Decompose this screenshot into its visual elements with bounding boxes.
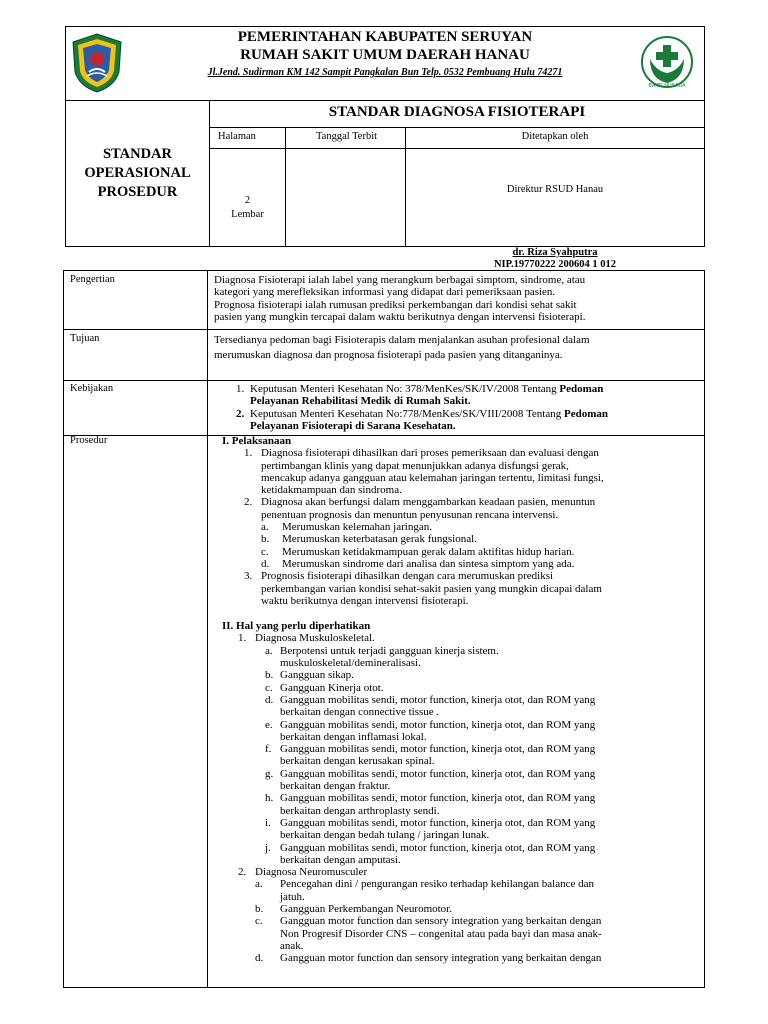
sub-item-text	[280, 878, 697, 903]
text-line: berkaitan dengan kerusakan spinal.	[280, 755, 435, 768]
sub-item-letter: d.	[255, 952, 264, 965]
sub-item-text	[280, 669, 697, 681]
tujuan-text	[214, 333, 697, 362]
text-line: berkaitan dengan amputasi.	[280, 853, 401, 866]
text-line: penentuan prognosis dan menuntun penyusunan rencana intervensi.	[261, 508, 559, 521]
sub-item	[265, 669, 697, 681]
text-line: berkaitan dengan arthroplasty sendi.	[280, 804, 440, 817]
label-column	[64, 271, 208, 987]
sub-item-letter: a.	[255, 878, 263, 891]
text-line: jatuh.	[280, 890, 305, 903]
procedure-sublist	[261, 521, 697, 570]
sub-item-text	[280, 719, 697, 744]
sub-item-letter: d.	[265, 693, 274, 706]
sub-item	[265, 682, 697, 694]
sub-item	[265, 817, 697, 842]
tujuan-line: merumuskan diagnosa dan prognosa fisioterapi pada pasien yang ditanganinya.	[214, 348, 563, 361]
diagnosis-group-title: Diagnosa Neuromusculer	[255, 866, 368, 879]
tanggal-terbit-cell	[286, 128, 406, 246]
sub-item-letter: i.	[265, 816, 271, 829]
sub-item	[255, 903, 697, 915]
sop-label-line-2: OPERASIONAL	[84, 164, 191, 181]
text-line: muskuloskeletal/demineralisasi.	[280, 657, 421, 670]
policy-title-bold: Pelayanan Rehabilitasi Medik di Rumah Sakit.	[250, 395, 471, 408]
procedure-item: 1. Diagnosa fisioterapi dihasilkan dari proses pemeriksaan dan evaluasi dengan pertimbangan klinis yang dapat menunjukkan adanya disfungsi gerak, mencakup adanya gangguan atau kelemahan jaringan tertentu, limitasi fungsi, ketidakmampuan dan sindroma.	[244, 447, 604, 497]
text-line: Gangguan mobilitas sendi, motor function, kinerja otot, dan ROM yang	[280, 792, 596, 805]
sub-item	[265, 645, 697, 670]
sub-item	[265, 694, 697, 719]
pengertian-line: Prognosa fisioterapi ialah rumusan prediksi perkembangan dari kondisi sehat sakit	[214, 298, 577, 311]
sub-item-text	[280, 694, 697, 719]
text-line: Berpotensi untuk terjadi gangguan kinerja sistem.	[280, 644, 499, 657]
neuromuscular-list	[255, 878, 697, 964]
pengertian-line: pasien yang mungkin tercapai dalam waktu berikutnya dengan intervensi fisioterapi.	[214, 310, 586, 323]
sub-item	[265, 792, 697, 817]
sub-item-text	[280, 743, 697, 768]
sub-item	[255, 915, 697, 952]
sub-item-letter: b.	[265, 669, 274, 682]
sub-item-text	[280, 952, 697, 964]
svg-text:BAKTI HUSADA: BAKTI HUSADA	[648, 83, 686, 89]
document-title: STANDAR DIAGNOSA FISIOTERAPI	[210, 100, 704, 128]
sub-item	[265, 743, 697, 768]
tujuan-label: Tujuan	[70, 333, 100, 344]
sub-item-letter: a.	[265, 644, 273, 657]
text-line: berkaitan dengan bedah tulang / jaringan lunak.	[280, 829, 490, 842]
policy-title-bold: Pelayanan Fisioterapi di Sarana Kesehatan.	[250, 419, 456, 432]
sub-item-text	[280, 842, 697, 867]
sub-item-text	[280, 645, 697, 670]
text-line: ketidakmampuan dan sindroma.	[261, 484, 402, 497]
text-line: perkembangan varian kondisi sehat-sakit pasien yang mungkin dicapai dalam	[261, 582, 602, 595]
tanggal-terbit-header: Tanggal Terbit	[316, 131, 378, 142]
sop-label-line-3: PROSEDUR	[97, 183, 178, 200]
policy-reference: Keputusan Menteri Kesehatan No:778/MenKes/SK/VIII/2008 Tentang	[250, 407, 564, 420]
halaman-cell	[210, 128, 286, 246]
text-line: Gangguan mobilitas sendi, motor function, kinerja otot, dan ROM yang	[280, 816, 596, 829]
part1-title: I. Pelaksanaan	[222, 435, 292, 447]
sub-item-letter: j.	[265, 841, 271, 854]
kebijakan-item	[236, 407, 697, 433]
sub-item-letter: c.	[255, 915, 263, 928]
institution-line-2: RUMAH SAKIT UMUM DAERAH HANAU	[240, 47, 530, 63]
pengertian-line: Diagnosa Fisioterapi ialah label yang merangkum berbagai simptom, sindrome, atau	[214, 274, 586, 286]
bakti-husada-icon	[640, 35, 694, 89]
text-line: Gangguan mobilitas sendi, motor function, kinerja otot, dan ROM yang	[280, 743, 596, 756]
halaman-unit: Lembar	[231, 209, 264, 220]
sop-content-table	[63, 270, 705, 988]
text-line: mencakup adanya gangguan atau kelemahan jaringan tertentu, limitasi fungsi,	[261, 471, 604, 484]
text-line: Gangguan Perkembangan Neuromotor.	[280, 902, 452, 915]
letterhead	[66, 27, 704, 101]
musculoskeletal-list	[265, 645, 697, 866]
document-header	[65, 26, 705, 270]
sub-item-letter: g.	[265, 767, 274, 780]
sub-item-letter: f.	[265, 743, 272, 756]
row-divider	[64, 329, 704, 330]
diagnosis-group-title: Diagnosa Muskuloskeletal.	[255, 632, 375, 645]
procedure-item: 3. Prognosis fisioterapi dihasilkan dengan cara merumuskan prediksi perkembangan varian kondisi sehat-sakit pasien yang mungkin dicapai dalam waktu berikutnya dengan intervensi fisioterapi.	[244, 570, 602, 607]
institution-line-1: PEMERINTAHAN KABUPATEN SERUYAN	[237, 29, 533, 45]
prosedur-label: Prosedur	[70, 435, 108, 446]
procedure-item: 2. Diagnosa akan berfungsi dalam menggambarkan keadaan pasien, menuntun penentuan prognosis dan menuntun penyusunan rencana intervensi.	[244, 496, 596, 521]
sub-item	[265, 719, 697, 744]
sub-item	[265, 768, 697, 793]
pengertian-text	[214, 274, 697, 323]
text-line: berkaitan dengan inflamasi lokal.	[280, 730, 427, 743]
text-line: Gangguan Kinerja otot.	[280, 681, 384, 694]
kebijakan-list	[236, 383, 697, 432]
text-line: pertimbangan klinis yang dapat menunjukkan adanya disfungsi gerak,	[261, 459, 569, 472]
tujuan-line: Tersedianya pedoman bagi Fisioterapis dalam menjalankan asuhan profesional dalam	[214, 334, 590, 346]
ditetapkan-header: Ditetapkan oleh	[521, 131, 589, 142]
ditetapkan-cell	[406, 128, 704, 270]
sub-item: a. Merumuskan kelemahan jaringan.	[261, 521, 432, 534]
text-line: berkaitan dengan fraktur.	[280, 780, 391, 793]
sub-item	[255, 878, 697, 903]
sub-item-text	[280, 817, 697, 842]
text-line: Gangguan mobilitas sendi, motor function, kinerja otot, dan ROM yang	[280, 693, 596, 706]
sub-item-text	[280, 768, 697, 793]
sub-item	[255, 952, 697, 964]
item-number: 2.	[236, 407, 245, 420]
halaman-value	[210, 194, 285, 222]
text-line: Diagnosa fisioterapi dihasilkan dari proses pemeriksaan dan evaluasi dengan	[261, 447, 599, 460]
sop-label-line-1: STANDAR	[102, 145, 172, 162]
kebijakan-item	[236, 383, 697, 408]
sub-item-text	[280, 903, 697, 915]
sub-item-letter: c.	[265, 681, 273, 694]
sop-label	[66, 100, 210, 246]
text-line: berkaitan dengan connective tissue .	[280, 706, 440, 719]
halaman-count: 2	[244, 195, 251, 206]
pengertian-label: Pengertian	[70, 274, 115, 285]
sub-item-text	[280, 915, 697, 952]
sub-item: d. Merumuskan sindrome dari analisa dan sintesa simptom yang ada.	[261, 557, 575, 570]
policy-title-bold: Pedoman	[564, 407, 608, 420]
director-name: dr. Riza Syahputra	[512, 247, 598, 258]
text-line: Diagnosa akan berfungsi dalam menggambarkan keadaan pasien, menuntun	[261, 496, 596, 509]
diagnosis-group: 1. Diagnosa Muskuloskeletal.	[238, 632, 697, 644]
sub-item-letter: h.	[265, 792, 274, 805]
diagnosis-group: 2. Diagnosa Neuromusculer	[238, 866, 697, 878]
sub-item: c. Merumuskan ketidakmampuan gerak dalam aktifitas hidup harian.	[261, 545, 575, 558]
text-line: waktu berikutnya dengan intervensi fisioterapi.	[261, 594, 469, 607]
sub-item	[265, 842, 697, 867]
institution-address: Jl.Jend. Sudirman KM 142 Sampit Pangkalan Bun Telp. 0532 Pembuang Hulu 74271	[207, 67, 563, 78]
item-number: 1.	[236, 383, 245, 395]
text-line: Gangguan motor function dan sensory integration yang berkaitan dengan	[280, 915, 602, 928]
text-line: Non Progresif Disorder CNS – congenital atau pada bayi dan masa anak-	[280, 927, 602, 940]
row-divider	[64, 380, 704, 381]
sub-item-letter: e.	[265, 718, 273, 731]
text-line: Gangguan motor function dan sensory integration yang berkaitan dengan	[280, 952, 602, 965]
sub-item-letter: b.	[255, 902, 264, 915]
kebijakan-label: Kebijakan	[70, 383, 114, 394]
sub-item: b. Merumuskan keterbatasan gerak fungsional.	[261, 533, 477, 546]
text-line: Gangguan mobilitas sendi, motor function, kinerja otot, dan ROM yang	[280, 841, 596, 854]
text-line: Gangguan sikap.	[280, 669, 354, 682]
halaman-header: Halaman	[218, 131, 256, 142]
sub-item-text	[280, 682, 697, 694]
pengertian-line: kategori yang merefleksikan informasi yang didapat dari pemeriksaan pasien.	[214, 286, 556, 299]
sub-item-text	[280, 792, 697, 817]
policy-reference: Keputusan Menteri Kesehatan No: 378/MenKes/SK/IV/2008 Tentang	[250, 383, 560, 395]
text-line: Gangguan mobilitas sendi, motor function, kinerja otot, dan ROM yang	[280, 718, 596, 731]
text-line: Gangguan mobilitas sendi, motor function, kinerja otot, dan ROM yang	[280, 767, 596, 780]
policy-title-bold: Pedoman	[559, 383, 604, 395]
text-line: Pencegahan dini / pengurangan resiko terhadap kehilangan balance dan	[280, 878, 594, 891]
director-nip: NIP.19770222 200604 1 012	[493, 259, 617, 270]
text-line: anak.	[280, 939, 304, 952]
prosedur-text	[222, 435, 697, 964]
text-line: Prognosis fisioterapi dihasilkan dengan cara merumuskan prediksi	[261, 570, 554, 583]
part2-title: II. Hal yang perlu diperhatikan	[222, 620, 371, 633]
director-title: Direktur RSUD Hanau	[506, 184, 604, 195]
